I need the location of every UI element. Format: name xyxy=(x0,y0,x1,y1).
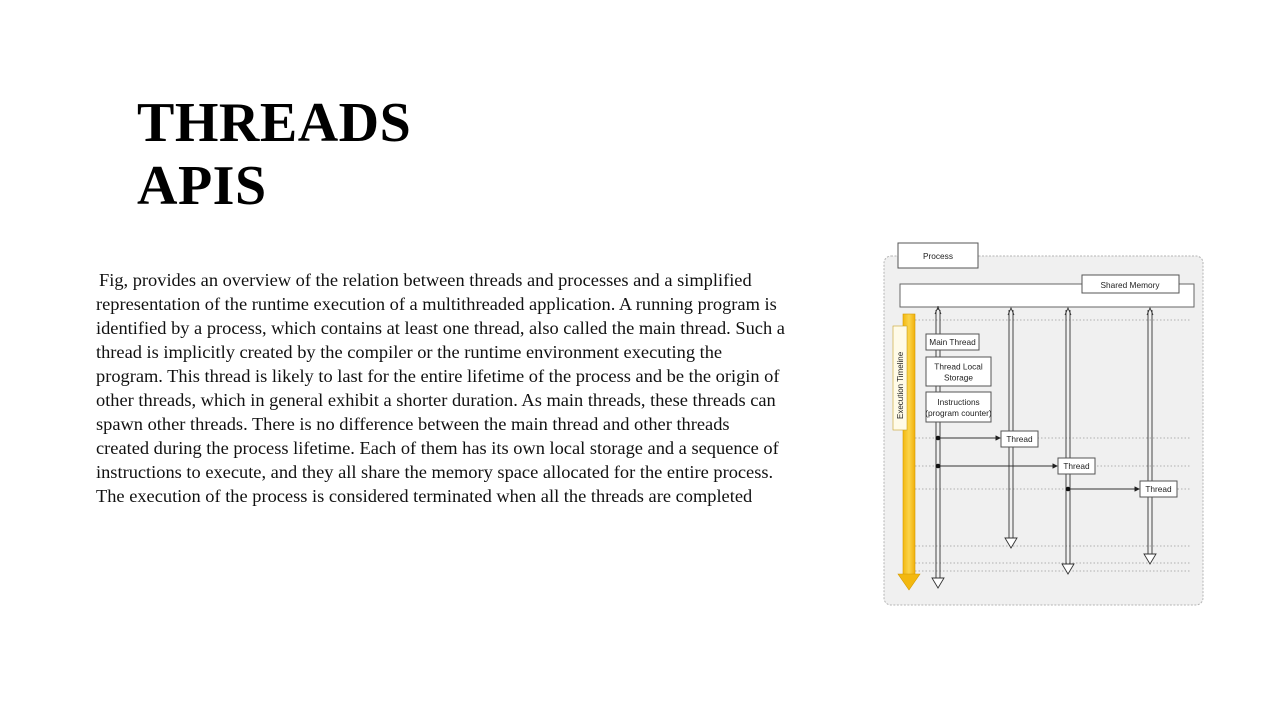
timeline-label: Execution Timeline xyxy=(896,351,905,419)
body-line: other threads, which in general exhibit a shorter duration. As main threads, these threads can xyxy=(96,390,776,410)
thread-3-label: Thread xyxy=(1145,484,1172,494)
body-line: thread is implicitly created by the compiler or the runtime environment executing the xyxy=(96,342,723,362)
body-line: The execution of the process is considered terminated when all the threads are completed xyxy=(96,486,753,506)
body-line: program. This thread is likely to last for the entire lifetime of the process and be the origin of xyxy=(96,366,780,386)
threads-process-diagram xyxy=(880,238,1210,612)
instructions-label-line-2: (program counter) xyxy=(925,408,992,418)
thread-1-label: Thread xyxy=(1006,434,1033,444)
body-line: Fig, provides an overview of the relation between threads and processes and a simplified xyxy=(99,270,752,290)
instructions-label-line-1: Instructions xyxy=(937,397,980,407)
tls-label-line-1: Thread Local xyxy=(934,361,983,372)
body-line: instructions to execute, and they all share the memory space allocated for the entire process. xyxy=(96,462,774,482)
title-line-1: THREADS xyxy=(137,92,412,154)
thread-2-spawn-point xyxy=(936,464,941,469)
main-thread-label: Main Thread xyxy=(929,337,976,347)
thread-2-label: Thread xyxy=(1063,461,1090,471)
body-line: created during the process lifetime. Each of them has its own local storage and a sequence of xyxy=(96,438,779,458)
process-label: Process xyxy=(923,251,953,261)
tls-label-line-2: Storage xyxy=(943,372,974,383)
body-line: identified by a process, which contains at least one thread, also called the main thread. Such a xyxy=(96,318,785,338)
body-paragraph xyxy=(96,268,856,508)
thread-1-spawn-point xyxy=(936,436,941,441)
body-line: representation of the runtime execution of a multithreaded application. A running program is xyxy=(96,294,777,314)
diagram-panel xyxy=(884,256,1203,605)
title-line-2: APIS xyxy=(137,155,267,217)
slide-title xyxy=(137,92,411,218)
shared-memory-label: Shared Memory xyxy=(1100,280,1160,290)
body-line: spawn other threads. There is no difference between the main thread and other threads xyxy=(96,414,730,434)
diagram-svg xyxy=(880,238,1210,612)
thread-3-spawn-point xyxy=(1066,487,1071,492)
